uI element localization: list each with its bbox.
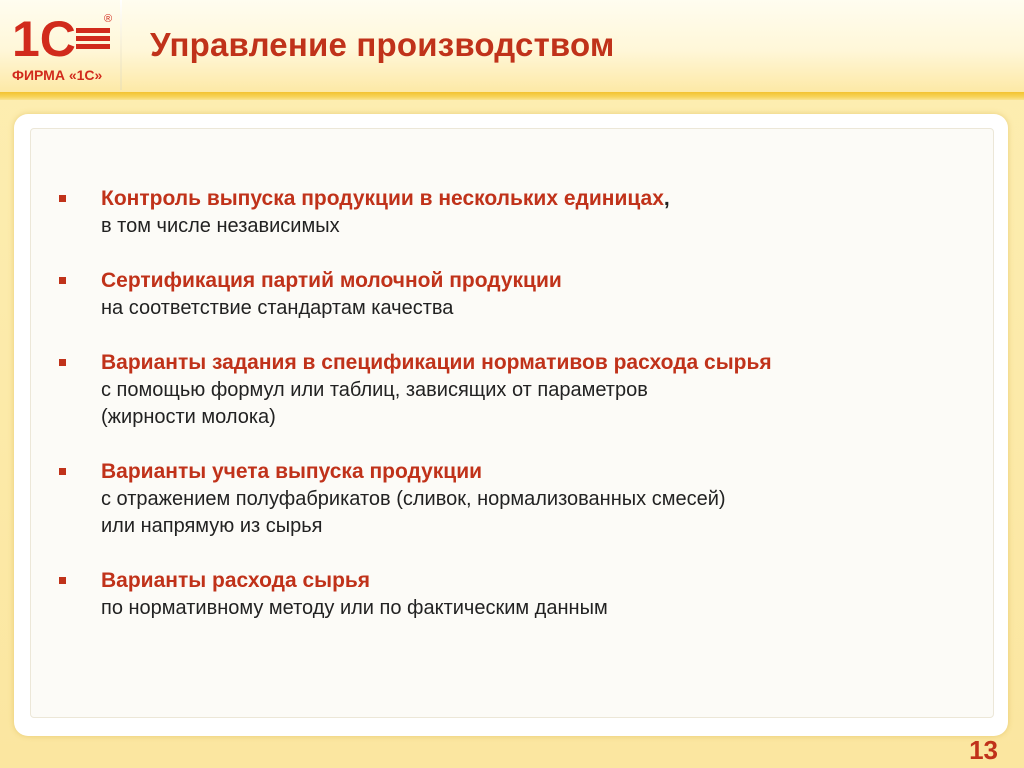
square-bullet-icon: [59, 468, 66, 475]
bullet-description: на соответствие стандартам качества: [101, 297, 454, 319]
bullet-title: Варианты задания в спецификации нормативов расхода сырья: [101, 351, 772, 374]
bullet-list: [31, 185, 1001, 649]
bullet-item-raw-material-consumption: [31, 567, 1001, 622]
svg-text:ФИРМА «1С»: ФИРМА «1С»: [12, 67, 103, 83]
square-bullet-icon: [59, 359, 66, 366]
bullet-description: (жирности молока): [101, 406, 276, 428]
header-rule: [0, 92, 1024, 100]
svg-text:1С: 1С: [12, 11, 76, 67]
bullet-item-multi-unit-output: [31, 185, 1001, 240]
slide-header: [0, 0, 1024, 92]
svg-text:®: ®: [104, 13, 113, 25]
bullet-title: Контроль выпуска продукции в нескольких единицах,: [101, 187, 670, 210]
bullet-description: по нормативному методу или по фактическим данным: [101, 597, 608, 619]
bullet-description: или напрямую из сырья: [101, 515, 323, 537]
bullet-title: Сертификация партий молочной продукции: [101, 269, 562, 292]
content-panel-inner: [30, 128, 994, 718]
square-bullet-icon: [59, 577, 66, 584]
bullet-description: с отражением полуфабрикатов (сливок, нормализованных смесей): [101, 488, 726, 510]
firma-1c-logo: [8, 6, 116, 86]
square-bullet-icon: [59, 195, 66, 202]
bullet-description: с помощью формул или таблиц, зависящих от параметров: [101, 379, 648, 401]
logo-divider: [120, 0, 122, 90]
slide-title: Управление производством: [150, 26, 615, 63]
bullet-title: Варианты учета выпуска продукции: [101, 460, 483, 483]
bullet-item-batch-certification: [31, 267, 1001, 322]
page-number: 13: [969, 735, 998, 765]
content-panel: [14, 114, 1008, 736]
bullet-description: в том числе независимых: [101, 215, 340, 237]
bullet-title: Варианты расхода сырья: [101, 569, 371, 592]
bullet-item-spec-norms: [31, 349, 1001, 431]
bullet-item-output-accounting: [31, 458, 1001, 540]
square-bullet-icon: [59, 277, 66, 284]
